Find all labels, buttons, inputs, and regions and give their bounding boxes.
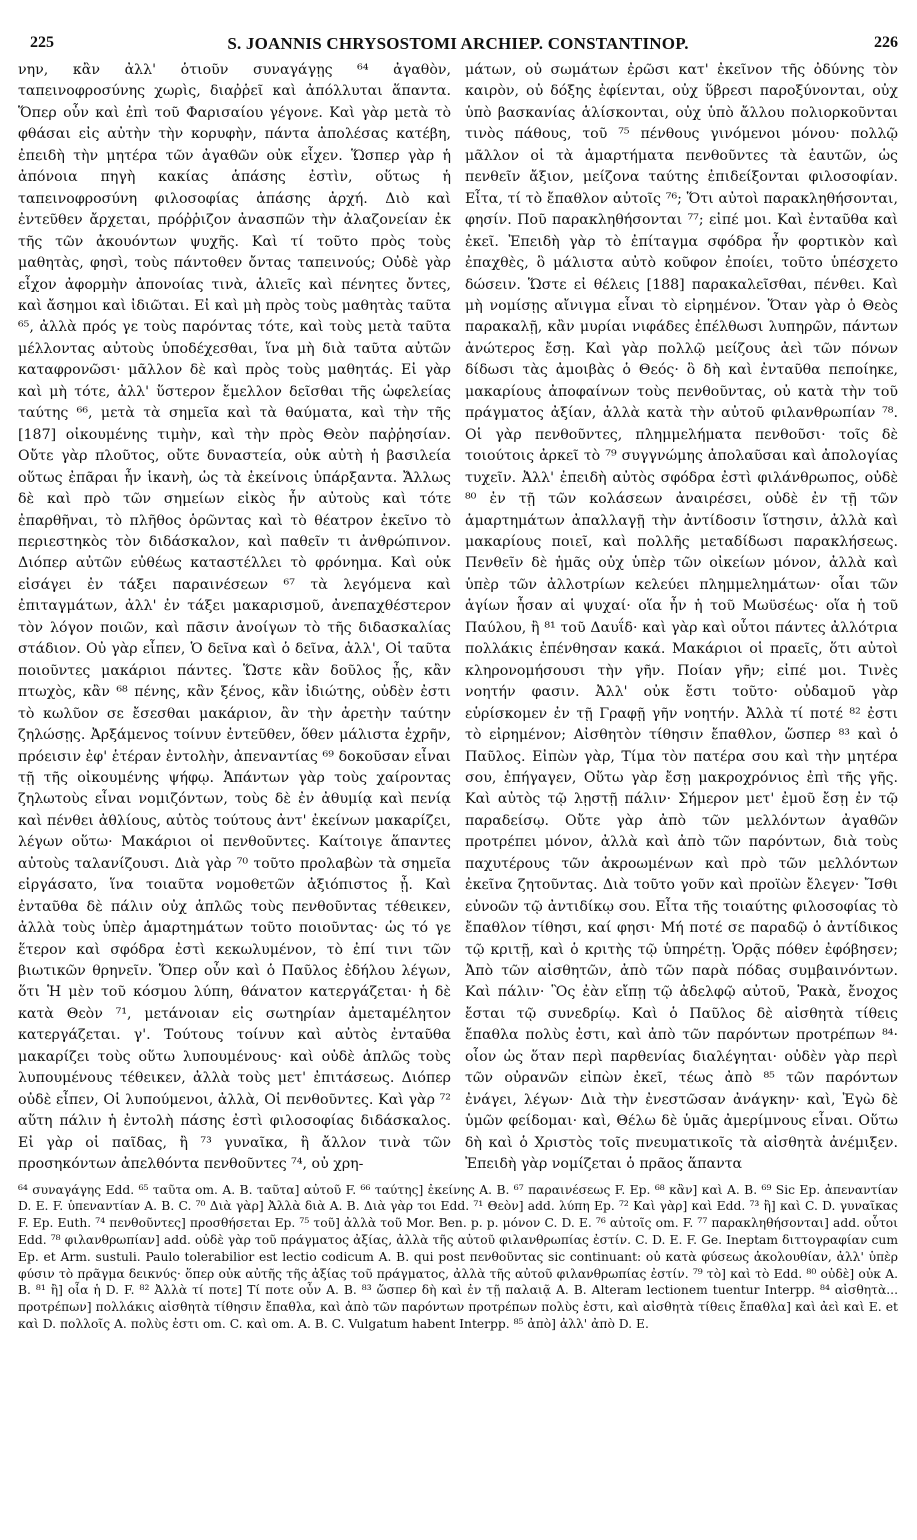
right-column-text: μάτων, οὐ σωμάτων ἐρῶσι κατ' ἐκεῖνον τῆς ὀδύνης τὸν καιρὸν, οὐ δόξης ἐφίενται, οὐχ ὕβρεσι παροξύνονται, οὐχ ὑπὸ βασκανίας ἁλίσκονται, οὐχ ὑπὸ ἄλλου πολιορκοῦνται τινὸς πάθους, τοῦ ⁷⁵ πένθους γινόμενοι μόνου· πολλῷ μᾶλλον οἱ τὰ ἁμαρτήματα πενθοῦντες τὰ ἑαυτῶν, ὡς πενθεῖν ἄξιον, μείζονα ταύτης ἐπιδείξονται φιλοσοφίαν. Εἶτα, τί τὸ ἔπαθλον αὐτοῖς ⁷⁶; Ὅτι αὐτοὶ παρακληθήσονται, φησίν. Ποῦ παρακληθήσονται ⁷⁷; εἰπέ μοι. Καὶ ἐνταῦθα καὶ ἐκεῖ. Ἐπειδὴ γὰρ τὸ ἐπίταγμα σφόδρα ἦν φορτικὸν καὶ ἐπαχθὲς, ὃ μάλιστα αὐτὸ κοῦφον ἐποίει, τοῦτο ὑπέσχετο δώσειν. Ὥστε εἰ θέλεις [188] παρακαλεῖσθαι, πένθει. Καὶ μὴ νομίσῃς αἴνιγμα εἶναι τὸ εἰρημένον. Ὅταν γὰρ ὁ Θεὸς παρακαλῇ, κἂν μυρίαι νιφάδες ἐπέλθωσι λυπηρῶν, πάντων ἀνώτερος ἔσῃ. Καὶ γὰρ πολλῷ μείζους ἀεὶ τῶν πόνων δίδωσι τὰς ἀμοιβὰς ὁ Θεός· ὃ δὴ καὶ ἐνταῦθα πεποίηκε, μακαρίους ἀποφαίνων τοὺς πενθοῦντας, οὐ κατὰ τὴν τοῦ πράγματος ἀξίαν, ἀλλὰ κατὰ τὴν αὐτοῦ φιλανθρωπίαν ⁷⁸. Οἱ γὰρ πενθοῦντες, πλημμελήματα πενθοῦσι· τοῖς δὲ τοιούτοις ἀρκεῖ τὸ ⁷⁹ συγγνώμης ἀπολαῦσαι καὶ ἀπολογίας τυχεῖν. Ἀλλ' ἐπειδὴ αὐτὸς σφόδρα ἐστὶ φιλάνθρωπος, οὐδὲ ⁸⁰ ἐν τῇ τῶν κολάσεων ἀναιρέσει, οὐδὲ ἐν τῇ τῶν ἁμαρτημάτων ἀπαλλαγῇ τὴν ἀντίδοσιν ἵστησιν, ἀλλὰ καὶ μακαρίους ποιεῖ, καὶ πολλῆς μεταδίδωσι παρακλήσεως. Πενθεῖν δὲ ἡμᾶς οὐχ ὑπὲρ τῶν οἰκείων μόνον, ἀλλὰ καὶ ὑπὲρ τῶν ἀλλοτρίων κελεύει πλημμελημάτων· οἷαι τῶν ἁγίων ἦσαν αἱ ψυχαί· οἵα ἦν ἡ τοῦ Μωϋσέως· οἵα ἡ τοῦ Παύλου, ἢ ⁸¹ τοῦ Δαυΐδ· καὶ γὰρ καὶ οὗτοι πάντες ἀλλότρια πολλάκις ἐπένθησαν κακά. Μακάριοι οἱ πραεῖς, ὅτι αὐτοὶ κληρονομήσουσι τὴν γῆν. Ποίαν γῆν; εἰπέ μοι. Τινὲς νοητήν φασιν. Ἀλλ' οὐκ ἔστι τοῦτο· οὐδαμοῦ γὰρ εὑρίσκομεν ἐν τῇ Γραφῇ γῆν νοητήν. Ἀλλὰ τί ποτέ ⁸² ἐστι τὸ εἰρημένον; Αἰσθητὸν τίθησιν ἔπαθλον, ὥσπερ ⁸³ καὶ ὁ Παῦλος. Εἰπὼν γὰρ, Τίμα τὸν πατέρα σου καὶ τὴν μητέρα σου, ἐπήγαγεν, Οὕτω γὰρ ἔσῃ μακροχρόνιος ἐπὶ τῆς γῆς. Καὶ αὐτὸς τῷ λῃστῇ πάλιν· Σήμερον μετ' ἐμοῦ ἔσῃ ἐν τῷ παραδείσῳ. Οὔτε γὰρ ἀπὸ τῶν μελλόντων ἀγαθῶν προτρέπει μόνον, ἀλλὰ καὶ ἀπὸ τῶν παρόντων, διὰ τοὺς παχυτέρους τῶν ἀκροωμένων καὶ πρὸ τῶν μελλόντων ἐκεῖνα ζητοῦντας. Διὰ τοῦτο γοῦν καὶ προϊὼν ἔλεγεν· Ἴσθι εὐνοῶν τῷ ἀντιδίκῳ σου. Εἶτα τῆς τοιαύτης φιλοσοφίας τὸ ἔπαθλον τίθησι, καί φησι· Μή ποτέ σε παραδῷ ὁ ἀντίδικος τῷ κριτῇ, καὶ ὁ κριτὴς τῷ ὑπηρέτῃ. Ὁρᾷς πόθεν ἐφόβησεν; Ἀπὸ τῶν αἰσθητῶν, ἀπὸ τῶν παρὰ πόδας συμβαινόντων. Καὶ πάλιν· Ὃς ἐὰν εἴπῃ τῷ ἀδελφῷ αὐτοῦ, Ῥακὰ, ἔνοχος ἔσται τῷ συνεδρίῳ. Καὶ ὁ Παῦλος δὲ αἰσθητὰ τίθεις ἔπαθλα πολὺς ἐστι, καὶ ἀπὸ τῶν παρόντων προτρέπων ⁸⁴· οἷον ὡς ὅταν περὶ παρθενίας διαλέγηται· οὐδὲν γὰρ περὶ τῶν οὐρανῶν εἰπὼν ἐκεῖ, τέως ἀπὸ ⁸⁵ τῶν παρόντων ἐνάγει, λέγων· Διὰ τὴν ἐνεστῶσαν ἀνάγκην· καὶ, Ἐγὼ δὲ ὑμῶν φείδομαι· καὶ, Θέλω δὲ ὑμᾶς ἀμερίμνους εἶναι. Οὕτω δὴ καὶ ὁ Χριστὸς τοῖς πνευματικοῖς τὰ αἰσθητὰ ἀνέμιξεν. Ἐπειδὴ γὰρ νομίζεται ὁ πρᾶος ἅπαντα xyxy=(465,62,898,1173)
text-columns xyxy=(18,60,898,1176)
left-column xyxy=(18,60,451,1176)
page-number-right: 226 xyxy=(874,34,898,51)
left-column-text: νην, κἂν ἀλλ' ὁτιοῦν συναγάγῃς ⁶⁴ ἀγαθὸν, ταπεινοφροσύνης χωρὶς, διαῤῥεῖ καὶ ἀπόλλυται ἅπαντα. Ὅπερ οὖν καὶ ἐπὶ τοῦ Φαρισαίου γέγονε. Καὶ γὰρ μετὰ τὸ φθάσαι εἰς αὐτὴν τὴν κορυφὴν, πάντα ἀπολέσας κατέβη, ἐπειδὴ τὴν μητέρα τῶν ἀγαθῶν οὐκ εἶχεν. Ὥσπερ γὰρ ἡ ἀπόνοια πηγὴ κακίας ἁπάσης ἐστὶν, οὕτως ἡ ταπεινοφροσύνη φιλοσοφίας ἁπάσης ἀρχή. Διὸ καὶ ἐντεῦθεν ἄρχεται, πρόῤῥιζον ἀνασπῶν τὴν ἀλαζονείαν ἐκ τῆς τῶν ἀκουόντων ψυχῆς. Καὶ τί τοῦτο πρὸς τοὺς μαθητὰς, φησὶ, τοὺς πάντοθεν ὄντας ταπεινούς; Οὐδὲ γὰρ εἶχον ἀφορμὴν ἀπονοίας τινὰ, ἁλιεῖς καὶ πένητες ὄντες, καὶ ἄσημοι καὶ ἰδιῶται. Εἰ καὶ μὴ πρὸς τοὺς μαθητὰς ταῦτα ⁶⁵, ἀλλὰ πρός γε τοὺς παρόντας τότε, καὶ τοὺς μετὰ ταῦτα μέλλοντας αὐτοὺς ὑποδέχεσθαι, ἵνα μὴ διὰ ταῦτα αὐτῶν καταφρονῶσι· μᾶλλον δὲ καὶ πρὸς τοὺς μαθητάς. Εἰ γὰρ καὶ μὴ τότε, ἀλλ' ὕστερον ἔμελλον δεῖσθαι τῆς ὠφελείας ταύτης ⁶⁶, μετὰ τὰ σημεῖα καὶ τὰ θαύματα, καὶ τὴν τῆς [187] οἰκουμένης τιμὴν, καὶ τὴν πρὸς Θεὸν παῤῥησίαν. Οὔτε γὰρ πλοῦτος, οὔτε δυναστεία, οὐκ αὐτὴ ἡ βασιλεία οὕτως ἐπᾶραι ἦν ἱκανὴ, ὡς τὰ ἐκείνοις ὑπάρξαντα. Ἄλλως δὲ καὶ πρὸ τῶν σημείων εἰκὸς ἦν αὐτοὺς καὶ τότε ἐπαρθῆναι, τὸ πλῆθος ὁρῶντας καὶ τὸ θέατρον ἐκεῖνο τὸ περιεστηκὸς τὸν διδάσκαλον, καὶ παθεῖν τι ἀνθρώπινον. Διόπερ αὐτῶν εὐθέως καταστέλλει τὸ φρόνημα. Καὶ οὐκ εἰσάγει ἐν τάξει παραινέσεων ⁶⁷ τὰ λεγόμενα καὶ ἐπιταγμάτων, ἀλλ' ἐν τάξει μακαρισμοῦ, ἀνεπαχθέστερον τὸν λόγον ποιῶν, καὶ πᾶσιν ἀνοίγων τὸ τῆς διδασκαλίας στάδιον. Οὐ γὰρ εἶπεν, Ὁ δεῖνα καὶ ὁ δεῖνα, ἀλλ', Οἱ ταῦτα ποιοῦντες μακάριοι πάντες. Ὥστε κἂν δοῦλος ᾖς, κἂν πτωχὸς, κἂν ⁶⁸ πένης, κἂν ξένος, κἂν ἰδιώτης, οὐδὲν ἐστι τὸ κωλῦον σε ἔσεσθαι μακάριον, ἂν τὴν ἀρετὴν ταύτην ζηλώσῃς. Ἀρξάμενος τοίνυν ἐντεῦθεν, ὅθεν μάλιστα ἐχρῆν, πρόεισιν ἐφ' ἑτέραν ἐντολὴν, ἀπεναντίας ⁶⁹ δοκοῦσαν εἶναι τῇ τῆς οἰκουμένης ψήφῳ. Ἁπάντων γὰρ τοὺς χαίροντας ζηλωτοὺς εἶναι νομιζόντων, τοὺς δὲ ἐν ἀθυμίᾳ καὶ πενίᾳ καὶ πένθει ἀθλίους, αὐτὸς τούτους ἀντ' ἐκείνων μακαρίζει, λέγων οὕτω· Μακάριοι οἱ πενθοῦντες. Καίτοιγε ἅπαντες αὐτοὺς ταλανίζουσι. Διὰ γὰρ ⁷⁰ τοῦτο προλαβὼν τὰ σημεῖα εἰργάσατο, ἵνα τοιαῦτα νομοθετῶν ἀξιόπιστος ᾖ. Καὶ ἐνταῦθα δὲ πάλιν οὐχ ἁπλῶς τοὺς πενθοῦντας τέθεικεν, ἀλλὰ τοὺς ὑπὲρ ἁμαρτημάτων τοῦτο ποιοῦντας· ὡς τό γε ἕτερον καὶ σφόδρα ἐστὶ κεκωλυμένον, τὸ ἐπί τινι τῶν βιωτικῶν θρηνεῖν. Ὅπερ οὖν καὶ ὁ Παῦλος ἐδήλου λέγων, ὅτι Ἡ μὲν τοῦ κόσμου λύπη, θάνατον κατεργάζεται· ἡ δὲ κατὰ Θεὸν ⁷¹, μετάνοιαν εἰς σωτηρίαν ἀμεταμέλητον κατεργάζεται. γ'. Τούτους τοίνυν καὶ αὐτὸς ἐνταῦθα μακαρίζει τοὺς οὕτω λυπουμένους· καὶ οὐδὲ ἁπλῶς τοὺς λυπουμένους τέθεικεν, ἀλλὰ τοὺς μετ' ἐπιτάσεως. Διόπερ οὐδὲ εἶπεν, Οἱ λυπούμενοι, ἀλλὰ, Οἱ πενθοῦντες. Καὶ γὰρ ⁷² αὕτη πάλιν ἡ ἐντολὴ πάσης ἐστὶ φιλοσοφίας διδάσκαλος. Εἰ γὰρ οἱ παῖδας, ἢ ⁷³ γυναῖκα, ἢ ἄλλον τινὰ τῶν προσηκόντων ἀπελθόντα πενθοῦντες ⁷⁴, οὐ χρη- xyxy=(18,62,451,1173)
footnotes xyxy=(18,1182,898,1333)
footnotes-text: ⁶⁴ συναγάγης Edd. ⁶⁵ ταῦτα om. A. B. ταῦτα] αὐτοῦ F. ⁶⁶ ταύτης] ἐκείνης A. B. ⁶⁷ παραινέσεως F. Ep. ⁶⁸ κἂν] καὶ A. B. ⁶⁹ Sic Ep. ἀπεναντίαν D. E. F. ὑπεναντίαν A. B. C. ⁷⁰ Διὰ γὰρ] Ἀλλὰ διὰ A. B. Διὰ γὰρ τοι Edd. ⁷¹ Θεὸν] add. λύπη Ep. ⁷² Καὶ γὰρ] καὶ Edd. ⁷³ ἢ] καὶ C. D. γυναῖκας F. Ep. Euth. ⁷⁴ πενθοῦντες] προσθήσεται Ep. ⁷⁵ τοῦ] ἀλλὰ τοῦ Mor. Ben. p. p. μόνον C. D. E. ⁷⁶ αὐτοῖς om. F. ⁷⁷ παρακληθήσονται] add. οὗτοι Edd. ⁷⁸ φιλανθρωπίαν] add. οὐδὲ γὰρ τοῦ πράγματος ἀξίας, ἀλλὰ τῆς αὐτοῦ φιλανθρωπίας ἐστίν. C. D. E. F. Ge. Ineptam διττογραφίαν cum Ep. et Arm. sustuli. Paulo tolerabilior est lectio codicum A. B. qui post πενθοῦντας sic continuant: οὐ κατὰ φύσεως ἀκολουθίαν, ἀλλ' ὑπὲρ φύσιν τὸ πρᾶγμα δεικνύς· ὅπερ οὐκ αὐτῆς τῆς ἀξίας τοῦ πράγματος, ἀλλὰ τῆς αὐτοῦ φιλανθρωπίας ἐστίν. ⁷⁹ τὸ] καὶ τὸ Edd. ⁸⁰ οὐδὲ] οὐκ A. B. ⁸¹ ἢ] οἷα ἡ D. F. ⁸² Ἀλλὰ τί ποτε] Τί ποτε οὖν A. B. ⁸³ ὥσπερ δὴ καὶ ἐν τῇ παλαιᾷ A. B. Alteram lectionem tuentur Interpp. ⁸⁴ αἰσθητὰ... προτρέπων] πολλάκις αἰσθητὰ τίθησιν ἔπαθλα, καὶ ἀπὸ τῶν παρόντων προτρέπων πολὺς ἐστι, καὶ αἰσθητὰ τίθεις ἔπαθλα] καὶ ἀεὶ καὶ E. et καὶ D. πολλοῖς A. πολὺς ἐστι om. C. καὶ om. A. B. C. Vulgatum habent Interpp. ⁸⁵ ἀπὸ] ἀλλ' ἀπὸ D. E. xyxy=(18,1182,898,1331)
page-number-left: 225 xyxy=(30,34,54,51)
right-column xyxy=(465,60,898,1176)
running-title: S. JOANNIS CHRYSOSTOMI ARCHIEP. CONSTANTINOP. xyxy=(227,34,689,53)
book-page xyxy=(18,28,898,1333)
page-header xyxy=(18,28,898,58)
